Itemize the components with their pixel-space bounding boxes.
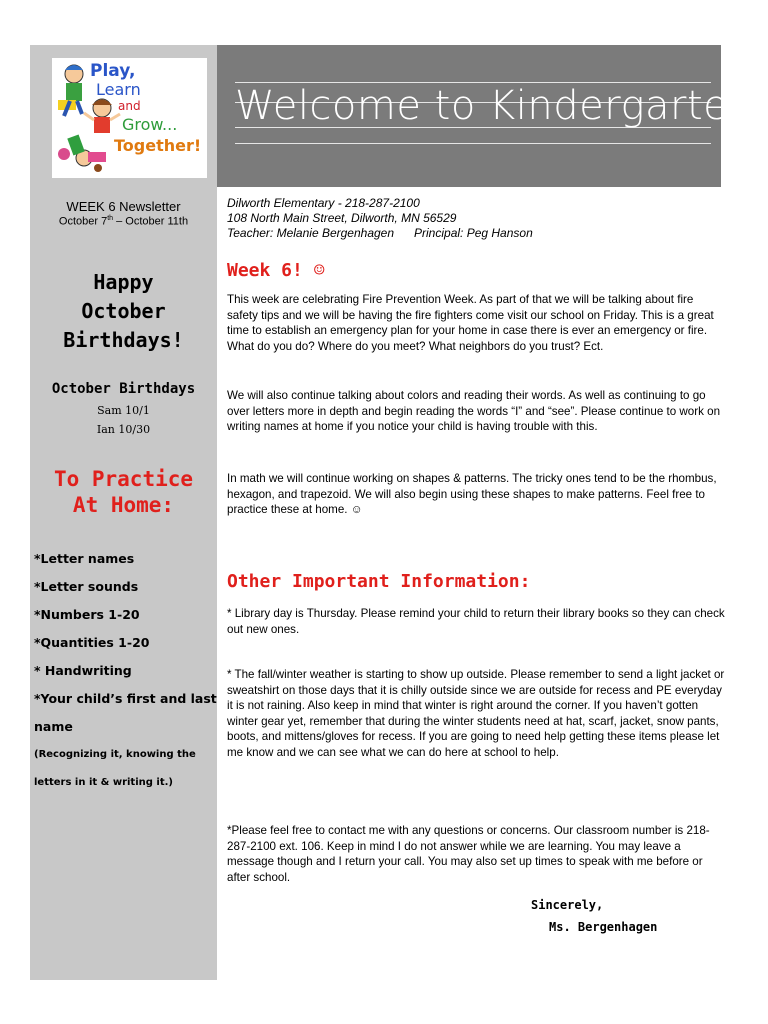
contact-line: 108 North Main Street, Dilworth, MN 56529 [227,211,457,225]
school-contact [227,196,533,241]
happy-line: October [81,299,166,323]
paragraph-colors: We will also continue talking about colors and reading their words. As well as continuing to go over letters more in depth and begin reading the words “I” and “see”. Please continue to work on writing names at home if you notice your child is having trouble with this. [227,389,721,433]
birthday-item: Ian 10/30 [96,423,151,436]
signature-closing: Sincerely, [531,898,604,912]
logo-and: and [118,99,141,113]
newsletter-dates [30,215,217,228]
paragraph-math: In math we will continue working on shapes & patterns. The tricky ones tend to be the rhombus, hexagon, and trapezoid. We will also begin using these shapes to make patterns. Feel free to practice these at home. ☺ [227,472,717,516]
logo-together: Together! [114,136,202,155]
happy-birthdays-heading [30,268,217,355]
contact-line: Teacher: Melanie Bergenhagen Principal: Peg Hanson [227,226,533,240]
practice-item: *Your child’s first and last [34,691,217,706]
kids-illustration-icon [52,58,207,178]
practice-item: *Letter names [34,551,135,566]
practice-item: *Quantities 1-20 [34,635,150,650]
header-banner [217,45,755,187]
page-title: Welcome to Kindergarten [235,83,755,129]
dates-start: October 7 [58,215,108,228]
dates-sup: th [107,215,114,222]
practice-item: letters in it & writing it.) [34,777,173,788]
practice-line: To Practice [53,467,194,491]
week-heading [227,260,325,281]
practice-line: At Home: [72,493,175,517]
dates-end: – October 11th [113,215,189,228]
smiley-icon: ☺ [313,260,325,281]
signature-name: Ms. Bergenhagen [549,920,658,934]
paragraph-library: * Library day is Thursday. Please remind your child to return their library books so they can check out new ones. [227,607,725,636]
practice-list [34,545,219,797]
practice-item: name [34,719,73,734]
practice-item: (Recognizing it, knowing the [34,749,196,760]
logo-play: Play, [90,61,136,81]
paragraph-weather: * The fall/winter weather is starting to show up outside. Please remember to send a light jacket or sweatshirt on those days that it is chilly outside since we are outside for recess and PE everyday it is not raining. Also keep in mind that winter is right around the corner. If you haven’t gotten winter gear yet, remember that during the winter students need at hat, scarf, jacket, snow pants, boots, and mittens/gloves for recess. If you are going to need help getting these items please let me know and we can see what we can do here at school to help. [227,668,725,759]
practice-item: * Handwriting [34,663,132,678]
practice-heading [30,466,217,518]
birthdays-title: October Birthdays [51,381,196,397]
practice-item: *Letter sounds [34,579,139,594]
week-heading-text: Week 6! [227,260,303,281]
happy-line: Happy [93,270,154,294]
practice-item: *Numbers 1-20 [34,607,140,622]
other-info-heading: Other Important Information: [227,571,531,592]
birthday-item: Sam 10/1 [97,404,150,417]
logo-grow: Grow... [122,115,178,134]
contact-line: Dilworth Elementary - 218-287-2100 [227,196,420,210]
paragraph-contact: *Please feel free to contact me with any questions or concerns. Our classroom number is 218-287-2100 ext. 106. Keep in mind I do not answer while we are learning. You may leave a message though and I return your call. You may also set up times to speak with me before or after school. [227,824,710,884]
paragraph-fire-safety: This week are celebrating Fire Prevention Week. As part of that we will be talking about fire safety tips and we will be having the fire fighters come visit our school on Friday. This is a great time to establish an emergency plan for your home in case there is ever an emergency or fire. What do you do? Where do you meet? What neighbors do you trust? Ect. [227,293,714,353]
happy-line: Birthdays! [63,328,184,352]
newsletter-week: WEEK 6 Newsletter [66,199,181,214]
play-learn-grow-logo [52,58,207,178]
logo-learn: Learn [96,80,141,99]
